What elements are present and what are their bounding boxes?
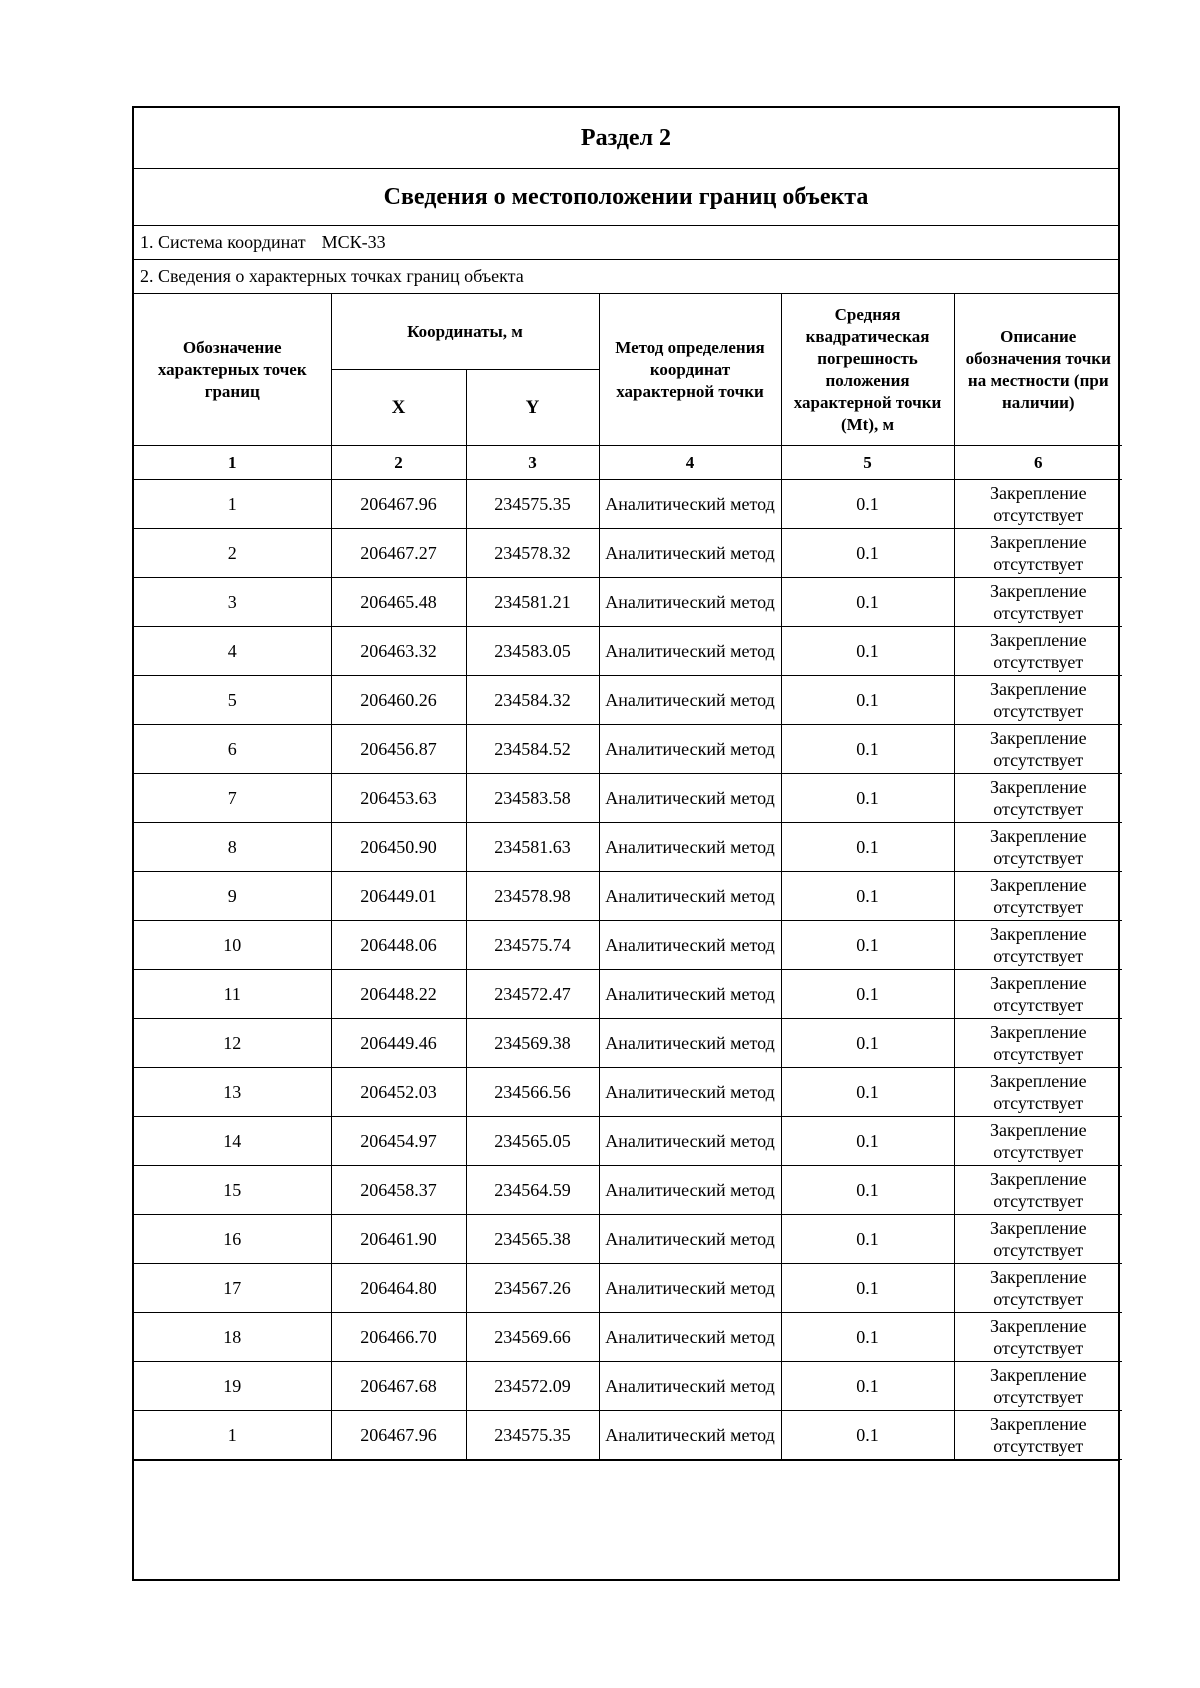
error-cell: 0.1 <box>781 872 954 921</box>
table-row <box>134 627 1122 676</box>
error-cell: 0.1 <box>781 970 954 1019</box>
x-coordinate-cell: 206450.90 <box>331 823 466 872</box>
method-cell-text: Аналитический метод <box>605 1180 775 1200</box>
y-coordinate-cell: 234575.35 <box>466 480 599 529</box>
description-cell <box>954 970 1122 1019</box>
method-cell <box>599 1313 781 1362</box>
points-section-title: 2. Сведения о характерных точках границ объекта <box>134 260 1118 294</box>
point-id-cell: 16 <box>134 1215 331 1264</box>
x-coordinate-cell: 206466.70 <box>331 1313 466 1362</box>
x-coordinate-cell: 206448.22 <box>331 970 466 1019</box>
table-body <box>134 480 1122 1460</box>
point-id-cell: 8 <box>134 823 331 872</box>
method-cell-text: Аналитический метод <box>605 543 775 563</box>
error-cell: 0.1 <box>781 774 954 823</box>
method-cell <box>599 1117 781 1166</box>
method-cell-text: Аналитический метод <box>605 1082 775 1102</box>
y-coordinate-cell: 234578.98 <box>466 872 599 921</box>
y-coordinate-cell: 234565.05 <box>466 1117 599 1166</box>
method-cell <box>599 480 781 529</box>
y-coordinate-cell: 234575.35 <box>466 1411 599 1460</box>
method-cell <box>599 921 781 970</box>
error-cell: 0.1 <box>781 1313 954 1362</box>
description-cell-text: Закрепление отсутствует <box>989 777 1087 819</box>
method-cell-text: Аналитический метод <box>605 886 775 906</box>
description-cell <box>954 529 1122 578</box>
point-id-cell: 1 <box>134 480 331 529</box>
table-row <box>134 1264 1122 1313</box>
table-row <box>134 1068 1122 1117</box>
error-cell: 0.1 <box>781 627 954 676</box>
y-coordinate-cell: 234578.32 <box>466 529 599 578</box>
description-cell <box>954 1166 1122 1215</box>
point-id-cell: 4 <box>134 627 331 676</box>
method-cell <box>599 578 781 627</box>
method-cell <box>599 1068 781 1117</box>
y-coordinate-cell: 234566.56 <box>466 1068 599 1117</box>
column-number: 5 <box>781 446 954 480</box>
table-row <box>134 774 1122 823</box>
error-cell: 0.1 <box>781 578 954 627</box>
section-title: Раздел 2 <box>134 108 1118 169</box>
table-row <box>134 823 1122 872</box>
description-cell-text: Закрепление отсутствует <box>989 1316 1087 1358</box>
coordinate-system-value: МСК-33 <box>321 232 386 252</box>
point-id-cell: 17 <box>134 1264 331 1313</box>
description-cell-text: Закрепление отсутствует <box>989 1022 1087 1064</box>
point-id-cell: 7 <box>134 774 331 823</box>
table-row <box>134 1117 1122 1166</box>
table-row <box>134 1362 1122 1411</box>
x-coordinate-cell: 206465.48 <box>331 578 466 627</box>
table-row <box>134 1411 1122 1460</box>
y-coordinate-cell: 234584.52 <box>466 725 599 774</box>
x-coordinate-cell: 206454.97 <box>331 1117 466 1166</box>
table-row <box>134 529 1122 578</box>
method-cell-text: Аналитический метод <box>605 837 775 857</box>
header-description: Описание обозначения точки на местности (при наличии) <box>954 294 1122 446</box>
x-coordinate-cell: 206449.01 <box>331 872 466 921</box>
method-cell-text: Аналитический метод <box>605 641 775 661</box>
description-cell <box>954 725 1122 774</box>
method-cell-text: Аналитический метод <box>605 690 775 710</box>
header-x: X <box>331 370 466 446</box>
description-cell-text: Закрепление отсутствует <box>989 924 1087 966</box>
error-cell: 0.1 <box>781 921 954 970</box>
table-row <box>134 970 1122 1019</box>
description-cell <box>954 578 1122 627</box>
document-sheet <box>132 106 1120 1581</box>
y-coordinate-cell: 234583.05 <box>466 627 599 676</box>
error-cell: 0.1 <box>781 1068 954 1117</box>
method-cell <box>599 970 781 1019</box>
description-cell <box>954 1019 1122 1068</box>
point-id-cell: 11 <box>134 970 331 1019</box>
method-cell <box>599 725 781 774</box>
y-coordinate-cell: 234581.21 <box>466 578 599 627</box>
column-number: 2 <box>331 446 466 480</box>
x-coordinate-cell: 206453.63 <box>331 774 466 823</box>
table-row <box>134 480 1122 529</box>
description-cell-text: Закрепление отсутствует <box>989 826 1087 868</box>
error-cell: 0.1 <box>781 725 954 774</box>
description-cell-text: Закрепление отсутствует <box>989 973 1087 1015</box>
x-coordinate-cell: 206448.06 <box>331 921 466 970</box>
y-coordinate-cell: 234572.09 <box>466 1362 599 1411</box>
description-cell-text: Закрепление отсутствует <box>989 1414 1087 1456</box>
method-cell <box>599 1166 781 1215</box>
error-cell: 0.1 <box>781 1019 954 1068</box>
method-cell-text: Аналитический метод <box>605 592 775 612</box>
method-cell-text: Аналитический метод <box>605 494 775 514</box>
point-id-cell: 15 <box>134 1166 331 1215</box>
point-id-cell: 2 <box>134 529 331 578</box>
x-coordinate-cell: 206461.90 <box>331 1215 466 1264</box>
table-row <box>134 1166 1122 1215</box>
point-id-cell: 18 <box>134 1313 331 1362</box>
description-cell-text: Закрепление отсутствует <box>989 1218 1087 1260</box>
x-coordinate-cell: 206464.80 <box>331 1264 466 1313</box>
description-cell-text: Закрепление отсутствует <box>989 1120 1087 1162</box>
method-cell <box>599 676 781 725</box>
error-cell: 0.1 <box>781 1411 954 1460</box>
description-cell-text: Закрепление отсутствует <box>989 1267 1087 1309</box>
column-number: 1 <box>134 446 331 480</box>
point-id-cell: 9 <box>134 872 331 921</box>
point-id-cell: 14 <box>134 1117 331 1166</box>
y-coordinate-cell: 234583.58 <box>466 774 599 823</box>
method-cell-text: Аналитический метод <box>605 1278 775 1298</box>
error-cell: 0.1 <box>781 1166 954 1215</box>
x-coordinate-cell: 206452.03 <box>331 1068 466 1117</box>
y-coordinate-cell: 234572.47 <box>466 970 599 1019</box>
method-cell-text: Аналитический метод <box>605 1229 775 1249</box>
error-cell: 0.1 <box>781 480 954 529</box>
method-cell <box>599 1411 781 1460</box>
description-cell-text: Закрепление отсутствует <box>989 1071 1087 1113</box>
table-row <box>134 725 1122 774</box>
y-coordinate-cell: 234581.63 <box>466 823 599 872</box>
point-id-cell: 5 <box>134 676 331 725</box>
point-id-cell: 19 <box>134 1362 331 1411</box>
header-coordinates: Координаты, м <box>331 294 599 370</box>
description-cell-text: Закрепление отсутствует <box>989 1365 1087 1407</box>
description-cell <box>954 921 1122 970</box>
point-id-cell: 12 <box>134 1019 331 1068</box>
y-coordinate-cell: 234569.66 <box>466 1313 599 1362</box>
method-cell-text: Аналитический метод <box>605 1033 775 1053</box>
description-cell <box>954 1117 1122 1166</box>
coordinate-system-label: 1. Система координат <box>140 232 306 252</box>
description-cell-text: Закрепление отсутствует <box>989 532 1087 574</box>
table-row <box>134 676 1122 725</box>
boundary-points-table <box>134 294 1122 1460</box>
point-id-cell: 13 <box>134 1068 331 1117</box>
column-number-row <box>134 446 1122 480</box>
x-coordinate-cell: 206467.96 <box>331 1411 466 1460</box>
error-cell: 0.1 <box>781 1264 954 1313</box>
column-number: 3 <box>466 446 599 480</box>
method-cell-text: Аналитический метод <box>605 984 775 1004</box>
point-id-cell: 1 <box>134 1411 331 1460</box>
description-cell <box>954 774 1122 823</box>
description-cell <box>954 480 1122 529</box>
header-point-designation: Обозначение характерных точек границ <box>134 294 331 446</box>
error-cell: 0.1 <box>781 823 954 872</box>
point-id-cell: 6 <box>134 725 331 774</box>
header-method: Метод определения координат характерной точки <box>599 294 781 446</box>
method-cell <box>599 1215 781 1264</box>
error-cell: 0.1 <box>781 1117 954 1166</box>
table-row <box>134 1019 1122 1068</box>
description-cell-text: Закрепление отсутствует <box>989 483 1087 525</box>
description-cell-text: Закрепление отсутствует <box>989 875 1087 917</box>
document-heading: Сведения о местоположении границ объекта <box>134 169 1118 226</box>
description-cell-text: Закрепление отсутствует <box>989 728 1087 770</box>
method-cell <box>599 1362 781 1411</box>
x-coordinate-cell: 206460.26 <box>331 676 466 725</box>
method-cell-text: Аналитический метод <box>605 1425 775 1445</box>
x-coordinate-cell: 206449.46 <box>331 1019 466 1068</box>
method-cell <box>599 1264 781 1313</box>
description-cell <box>954 872 1122 921</box>
x-coordinate-cell: 206458.37 <box>331 1166 466 1215</box>
x-coordinate-cell: 206463.32 <box>331 627 466 676</box>
method-cell-text: Аналитический метод <box>605 1131 775 1151</box>
y-coordinate-cell: 234569.38 <box>466 1019 599 1068</box>
y-coordinate-cell: 234575.74 <box>466 921 599 970</box>
method-cell-text: Аналитический метод <box>605 788 775 808</box>
point-id-cell: 10 <box>134 921 331 970</box>
header-y: Y <box>466 370 599 446</box>
description-cell-text: Закрепление отсутствует <box>989 679 1087 721</box>
method-cell-text: Аналитический метод <box>605 935 775 955</box>
table-row <box>134 921 1122 970</box>
description-cell <box>954 1068 1122 1117</box>
method-cell <box>599 872 781 921</box>
error-cell: 0.1 <box>781 1362 954 1411</box>
y-coordinate-cell: 234565.38 <box>466 1215 599 1264</box>
header-mean-square-error: Средняя квадратическая погрешность положения характерной точки (Mt), м <box>781 294 954 446</box>
y-coordinate-cell: 234567.26 <box>466 1264 599 1313</box>
method-cell-text: Аналитический метод <box>605 739 775 759</box>
blank-area <box>134 1460 1118 1579</box>
description-cell-text: Закрепление отсутствует <box>989 1169 1087 1211</box>
column-number: 4 <box>599 446 781 480</box>
description-cell <box>954 1313 1122 1362</box>
x-coordinate-cell: 206467.27 <box>331 529 466 578</box>
error-cell: 0.1 <box>781 1215 954 1264</box>
y-coordinate-cell: 234564.59 <box>466 1166 599 1215</box>
method-cell-text: Аналитический метод <box>605 1376 775 1396</box>
method-cell <box>599 774 781 823</box>
description-cell <box>954 676 1122 725</box>
table-row <box>134 1215 1122 1264</box>
column-number: 6 <box>954 446 1122 480</box>
method-cell-text: Аналитический метод <box>605 1327 775 1347</box>
error-cell: 0.1 <box>781 676 954 725</box>
method-cell <box>599 529 781 578</box>
description-cell <box>954 1264 1122 1313</box>
y-coordinate-cell: 234584.32 <box>466 676 599 725</box>
description-cell <box>954 823 1122 872</box>
method-cell <box>599 823 781 872</box>
x-coordinate-cell: 206467.96 <box>331 480 466 529</box>
point-id-cell: 3 <box>134 578 331 627</box>
description-cell <box>954 1411 1122 1460</box>
x-coordinate-cell: 206456.87 <box>331 725 466 774</box>
table-row <box>134 872 1122 921</box>
table-header-row <box>134 294 1122 370</box>
description-cell-text: Закрепление отсутствует <box>989 581 1087 623</box>
description-cell <box>954 1362 1122 1411</box>
table-row <box>134 1313 1122 1362</box>
method-cell <box>599 627 781 676</box>
description-cell <box>954 627 1122 676</box>
method-cell <box>599 1019 781 1068</box>
table-row <box>134 578 1122 627</box>
description-cell-text: Закрепление отсутствует <box>989 630 1087 672</box>
description-cell <box>954 1215 1122 1264</box>
x-coordinate-cell: 206467.68 <box>331 1362 466 1411</box>
coordinate-system-line <box>134 226 1118 260</box>
error-cell: 0.1 <box>781 529 954 578</box>
